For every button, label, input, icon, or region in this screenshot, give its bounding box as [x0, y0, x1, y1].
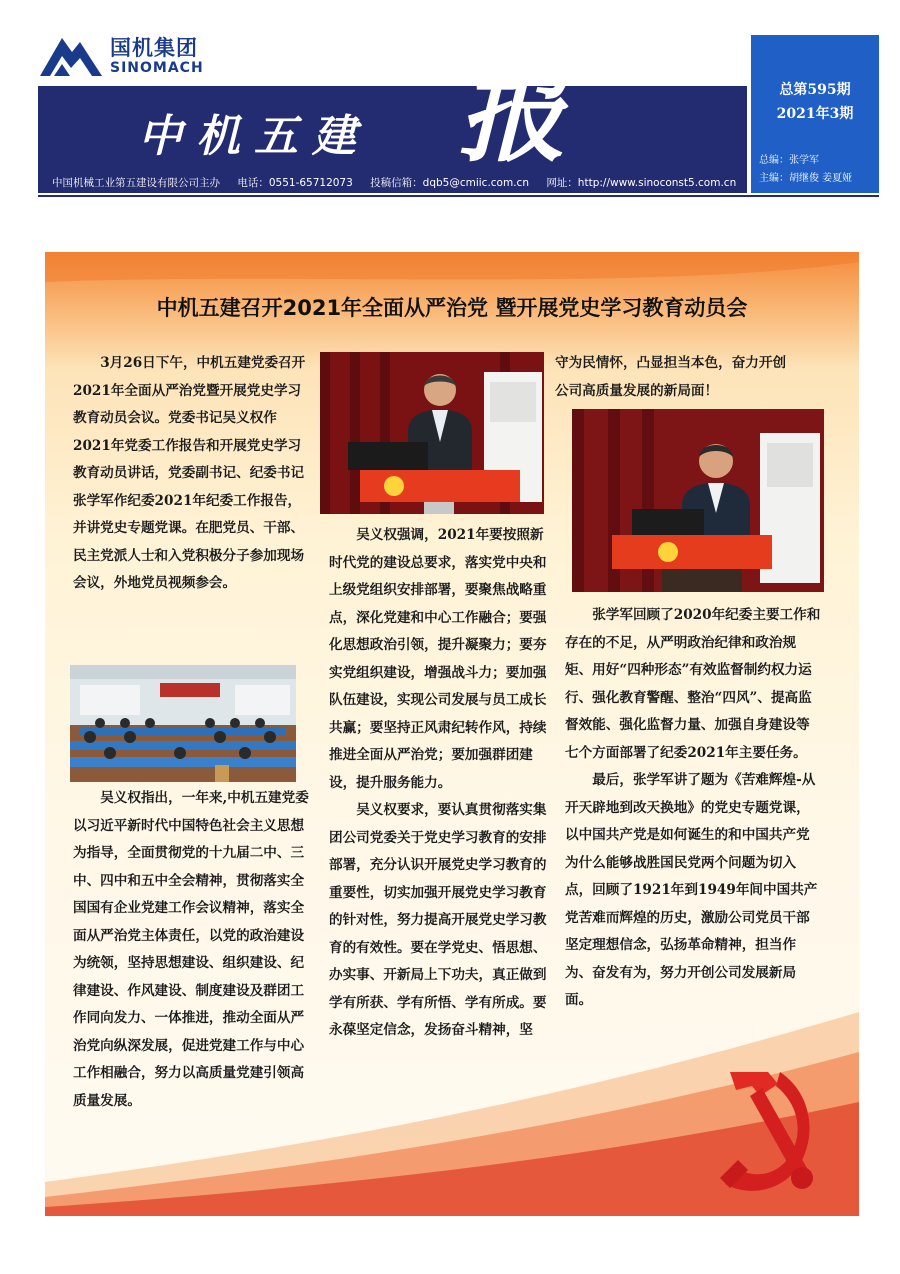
article-paragraph: 吴义权指出，一年来,中机五建党委以习近平新时代中国特色社会主义思想为指导，全面贯彻党的十九届二中、三中、四中和五中全会精神，贯彻落实全国国有企业党建工作会议精神，落实全面从严治党主体责任，以党的政治建设为统领，坚持思想建设、组织建设、纪律建设、作风建设、制度建设及群团工作同向发力、一体推进，推动全面从严治党向纵深发展，促进党建工作与中心工作相融合，努力以高质量党建引领高质量发展。 [73, 790, 309, 1109]
phone-text: 电话：0551-65712073 [237, 177, 353, 189]
article-headline: 中机五建召开2021年全面从严治党 暨开展党史学习教育动员会 [156, 296, 748, 320]
issue-total-number: 总第595期 [779, 82, 851, 98]
article-paragraph: 守为民情怀，凸显担当本色，奋力开创公司高质量发展的新局面！ [555, 355, 787, 399]
speaker-wu-photo [320, 352, 544, 514]
article-paragraph: 张学军回顾了2020年纪委主要工作和存在的不足，从严明政治纪律和政治规矩、用好“四种形态”有效监督制约权力运行、强化教育警醒、整治“四风”、提高监督效能、强化监督力量、加强自身建设等七个方面部署了纪委2021年主要任务。 [565, 607, 821, 761]
article-column-3-bottom [565, 602, 821, 1015]
article-paragraph: 吴义权要求，要认真贯彻落实集团公司党委关于党史学习教育的安排部署，充分认识开展党史学习教育的重要性，切实加强开展党史学习教育的针对性，努力提高开展党史学习教育的有效性。要在学党史、悟思想、办实事、开新局上下功夫，真正做到学有所获、学有所悟、学有所成。要永葆坚定信念，发扬奋斗精神，坚 [329, 802, 547, 1038]
email-text: 投稿信箱：dqb5@cmiic.com.cn [370, 177, 529, 189]
article-column-1-top [73, 350, 313, 598]
issue-date: 2021年3期 [776, 106, 854, 122]
article-paragraph: 3月26日下午，中机五建党委召开2021年全面从严治党暨开展党史学习教育动员会议。党委书记吴义权作2021年党委工作报告和开展党史学习教育动员讲话，党委副书记、纪委书记张学军作纪委2021年纪委工作报告，并讲党史专题党课。在肥党员、干部、民主党派人士和入党积极分子参加现场会议，外地党员视频参会。 [73, 355, 306, 591]
issue-box [751, 35, 879, 193]
article-column-2 [329, 522, 549, 1045]
article-column-3-top [555, 350, 793, 405]
logo-chinese-name: 国机集团 [110, 36, 198, 60]
editor-in-chief: 总编：张学军 [759, 155, 819, 166]
article-paragraph: 吴义权强调，2021年要按照新时代党的建设总要求，落实党中央和上级党组织安排部署，要聚焦战略重点，深化党建和中心工作融合；要强化思想政治引领，提升凝聚力；要夯实党组织建设，增强战斗力；要加强队伍建设，实现公司发展与员工成长共赢；要坚持正风肃纪转作风，持续推进全面从严治党；要加强群团建设，提升服务能力。 [329, 527, 547, 791]
sinomach-mark-icon [40, 32, 102, 76]
paper-title-bao: 报 [458, 51, 567, 177]
website-text: 网址：http://www.sinoconst5.com.cn [546, 177, 737, 189]
chief-editors: 主编：胡继俊 姜夏娅 [759, 173, 853, 184]
paper-title: 中机五建 [138, 111, 370, 162]
masthead-info-line [52, 175, 750, 190]
meeting-hall-photo [70, 665, 296, 782]
sponsor-text: 中国机械工业第五建设有限公司主办 [52, 177, 220, 189]
logo-english-name: SINOMACH [110, 60, 204, 76]
article-column-1-bottom [73, 785, 313, 1115]
sinomach-logo [40, 30, 230, 80]
party-emblem-icon [690, 1052, 825, 1202]
speaker-zhang-photo [572, 409, 824, 592]
article-panel [45, 252, 859, 1216]
article-paragraph: 最后，张学军讲了题为《苦难辉煌-从开天辟地到改天换地》的党史专题党课，以中国共产党是如何诞生的和中国共产党为什么能够战胜国民党两个问题为切入点，回顾了1921年到1949年间中国共产党苦难而辉煌的历史，激励公司党员干部坚定理想信念，弘扬革命精神，担当作为、奋发有为，努力开创公司发展新局面。 [565, 772, 818, 1008]
masthead-rule [38, 195, 879, 197]
